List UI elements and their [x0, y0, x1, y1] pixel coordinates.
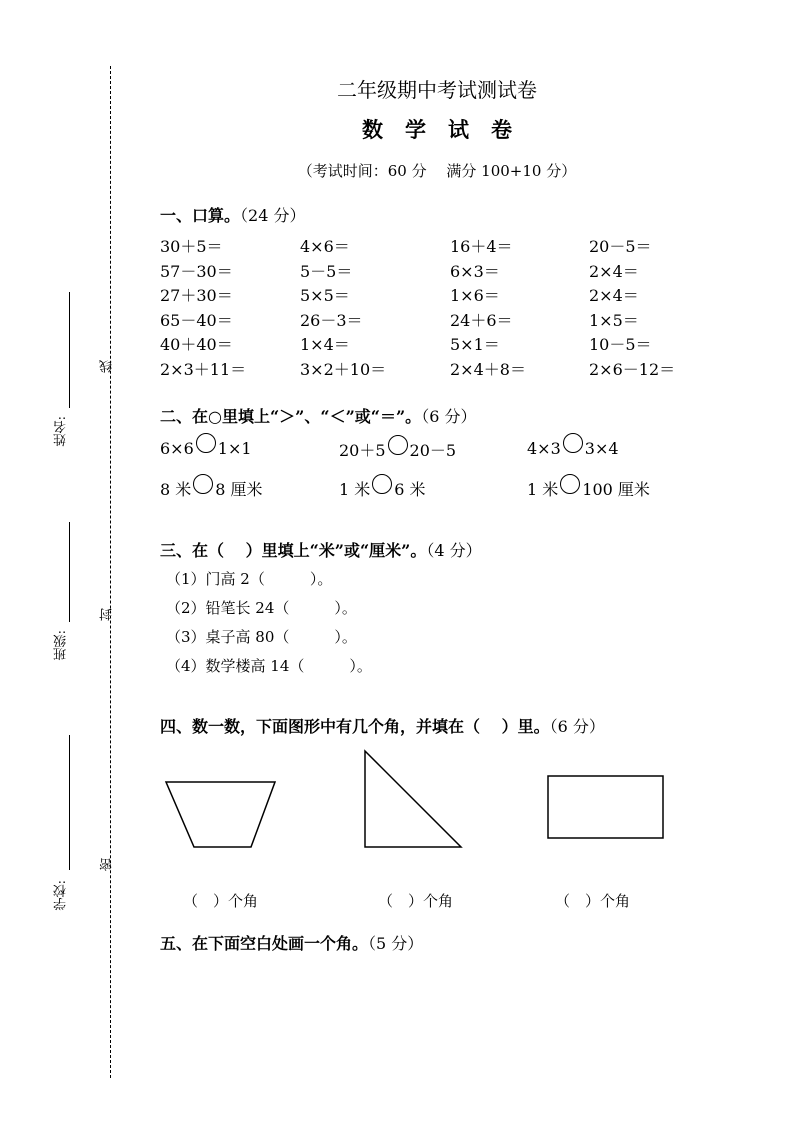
compare-right: 8 厘米 [215, 480, 263, 499]
unit-item-1[interactable]: （1）门高 2（ ）。 [166, 570, 333, 588]
drawing-area[interactable] [160, 960, 740, 1070]
math-problem[interactable]: 2×3＋11＝ [160, 360, 247, 379]
math-problem[interactable]: 6×3＝ [450, 261, 500, 281]
subject-title: 数学试卷 [362, 117, 534, 142]
angle-answer-triangle[interactable]: （ ）个角 [378, 892, 454, 910]
unit-item-2[interactable]: （2）铅笔长 24（ ）。 [166, 599, 357, 617]
section3-title: 三、在（ ）里填上“米”或“厘米”。 [160, 541, 427, 560]
seal-char-xian: 线 [100, 360, 115, 373]
school-label: 学校: [54, 880, 69, 911]
compare-left: 4×3 [527, 438, 561, 458]
compare-right: 100 厘米 [582, 480, 650, 499]
section1-title: 一、口算。 [160, 206, 241, 225]
angle-answer-rectangle[interactable]: （ ）个角 [555, 892, 631, 910]
angle-answer-trapezoid[interactable]: （ ）个角 [183, 892, 259, 910]
math-problem[interactable]: 5×1＝ [450, 335, 500, 355]
unit-item-4[interactable]: （4）数学楼高 14（ ）。 [166, 657, 372, 675]
math-problem[interactable]: 20－5＝ [589, 237, 652, 256]
section3-score: （4 分） [426, 541, 482, 560]
compare-left: 20＋5 [339, 441, 386, 460]
section2-title: 二、在○里填上“＞”、“＜”或“＝”。 [160, 407, 422, 426]
math-problem[interactable]: 65－40＝ [160, 310, 233, 330]
math-problem[interactable]: 26－3＝ [300, 310, 363, 330]
math-problem[interactable]: 1×5＝ [589, 310, 639, 330]
math-problem[interactable]: 3×2＋10＝ [300, 360, 387, 379]
section4-title: 四、数一数，下面图形中有几个角，并填在（ ）里。 [160, 717, 550, 736]
compare-left: 1 米 [339, 480, 371, 499]
compare-right: 3×4 [584, 438, 619, 458]
compare-right: 1×1 [217, 438, 252, 458]
math-problem[interactable]: 5×5＝ [300, 286, 350, 306]
math-problem[interactable]: 16＋4＝ [450, 237, 513, 256]
compare-left: 6×6 [160, 438, 194, 458]
math-problem[interactable]: 1×4＝ [300, 335, 350, 355]
section5-heading [160, 931, 423, 954]
math-problem[interactable]: 5－5＝ [300, 261, 353, 281]
section2-score: （6 分） [421, 407, 477, 426]
math-problem[interactable]: 4×6＝ [300, 237, 350, 256]
math-problem[interactable]: 2×4＝ [589, 261, 639, 281]
compare-right: 20－5 [409, 441, 457, 460]
section1-score: （24 分） [240, 206, 306, 225]
compare-left: 1 米 [527, 480, 559, 499]
triangle-shape [365, 751, 461, 847]
math-problem[interactable]: 24＋6＝ [450, 310, 513, 330]
name-label: 姓名: [54, 416, 69, 447]
unit-item-3[interactable]: （3）桌子高 80（ ）。 [166, 628, 357, 646]
rectangle-shape [548, 776, 663, 838]
math-problem[interactable]: 2×6－12＝ [589, 360, 676, 379]
math-problem[interactable]: 40＋40＝ [160, 335, 233, 355]
math-problem[interactable]: 1×6＝ [450, 286, 500, 306]
math-problem[interactable]: 30＋5＝ [160, 237, 223, 256]
section5-title: 五、在下面空白处画一个角。 [160, 934, 369, 953]
class-label: 班级: [54, 630, 69, 661]
trapezoid-shape [166, 782, 275, 847]
exam-info: （考试时间：60 分 满分 100+10 分） [297, 162, 577, 180]
section5-score: （5 分） [368, 934, 424, 953]
math-problem[interactable]: 2×4＝ [589, 286, 639, 306]
seal-char-mi: 密 [100, 858, 115, 871]
exam-title: 二年级期中考试测试卷 [337, 78, 537, 102]
math-problem[interactable]: 10－5＝ [589, 335, 652, 355]
math-problem[interactable]: 2×4＋8＝ [450, 360, 526, 379]
section4-score: （6 分） [549, 717, 605, 736]
math-problem[interactable]: 57－30＝ [160, 261, 233, 281]
seal-char-feng: 封 [100, 608, 115, 621]
math-problem[interactable]: 27＋30＝ [160, 286, 233, 306]
compare-right: 6 米 [394, 480, 426, 499]
compare-left: 8 米 [160, 480, 192, 499]
